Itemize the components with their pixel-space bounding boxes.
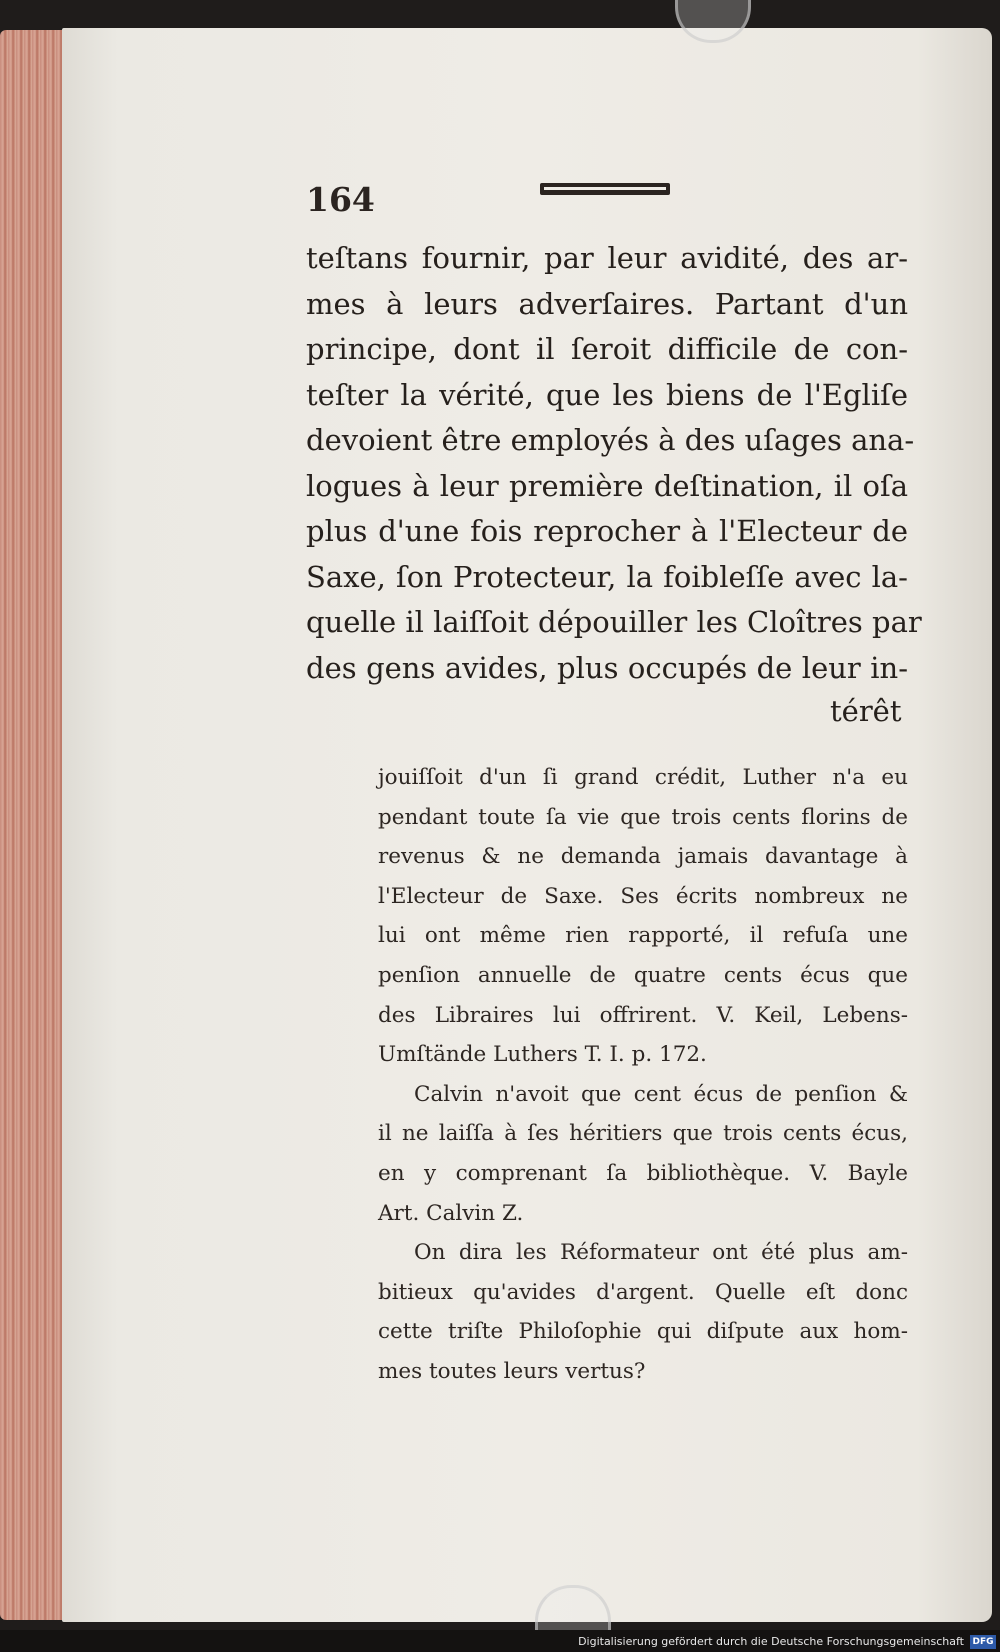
main-text-line: teſtans fournir, par leur avidité, des ar- [306,241,908,275]
footnote-line: l'Electeur de Saxe. Ses écrits nombreux ne [378,883,908,909]
digitization-footer [0,1630,1000,1652]
footnote-line: il ne laiſſa à ſes héritiers que trois cents écus, [378,1121,908,1147]
footnote-line: revenus & ne demanda jamais davantage à [378,844,908,870]
footnote-line: penſion annuelle de quatre cents écus que [378,962,908,988]
footnote-block [378,758,908,1392]
main-text-line: teſter la vérité, que les biens de l'Egliſe [306,377,908,412]
footnote-line: pendant toute ſa vie que trois cents florins de [378,804,908,830]
main-text-line: plus d'une fois reprocher à l'Electeur de [306,514,908,548]
main-text-line: devoient être employés à des uſages ana- [306,423,915,457]
footnote-line: lui ont même rien rapporté, il refuſa une [378,923,908,949]
main-text-line: quelle il laiſſoit dépouiller les Cloîtres par [306,605,922,639]
footnote-line: Calvin n'avoit que cent écus de penſion & [414,1081,908,1107]
funding-credit: Digitalisierung gefördert durch die Deutsche Forschungsgemeinschaft [578,1635,964,1648]
catchword: térêt [830,694,902,728]
header-rule-ornament [540,183,670,195]
main-text-line: principe, dont il ſeroit difficile de con- [306,332,908,366]
dfg-logo: DFG [970,1635,996,1649]
footnote-line: mes toutes leurs vertus? [378,1358,646,1384]
footnote-line: Art. Calvin Z. [378,1200,524,1226]
footnote-line: en y comprenant ſa bibliothèque. V. Bayle [378,1160,908,1186]
footnote-line: On dira les Réformateur ont été plus am- [414,1240,908,1266]
page-number: 164 [306,180,375,219]
main-text-line: logues à leur première deſtination, il oſa [306,468,908,503]
main-text-line: mes à leurs adverſaires. Partant d'un [306,286,908,321]
footnote-line: jouiſſoit d'un ſi grand crédit, Luther n'a eu [378,765,908,790]
footnote-line: cette triſte Philoſophie qui diſpute aux hom- [378,1319,908,1345]
footnote-line: des Libraires lui offrirent. V. Keil, Lebens- [378,1002,908,1028]
footnote-line: Umſtände Luthers T. I. p. 172. [378,1042,707,1068]
footnote-line: bitieux qu'avides d'argent. Quelle eſt donc [378,1279,908,1305]
main-text-line: des gens avides, plus occupés de leur in- [306,650,908,685]
main-text-line: Saxe, ſon Protecteur, la foibleſſe avec la- [306,559,908,594]
main-text-block [306,236,922,691]
